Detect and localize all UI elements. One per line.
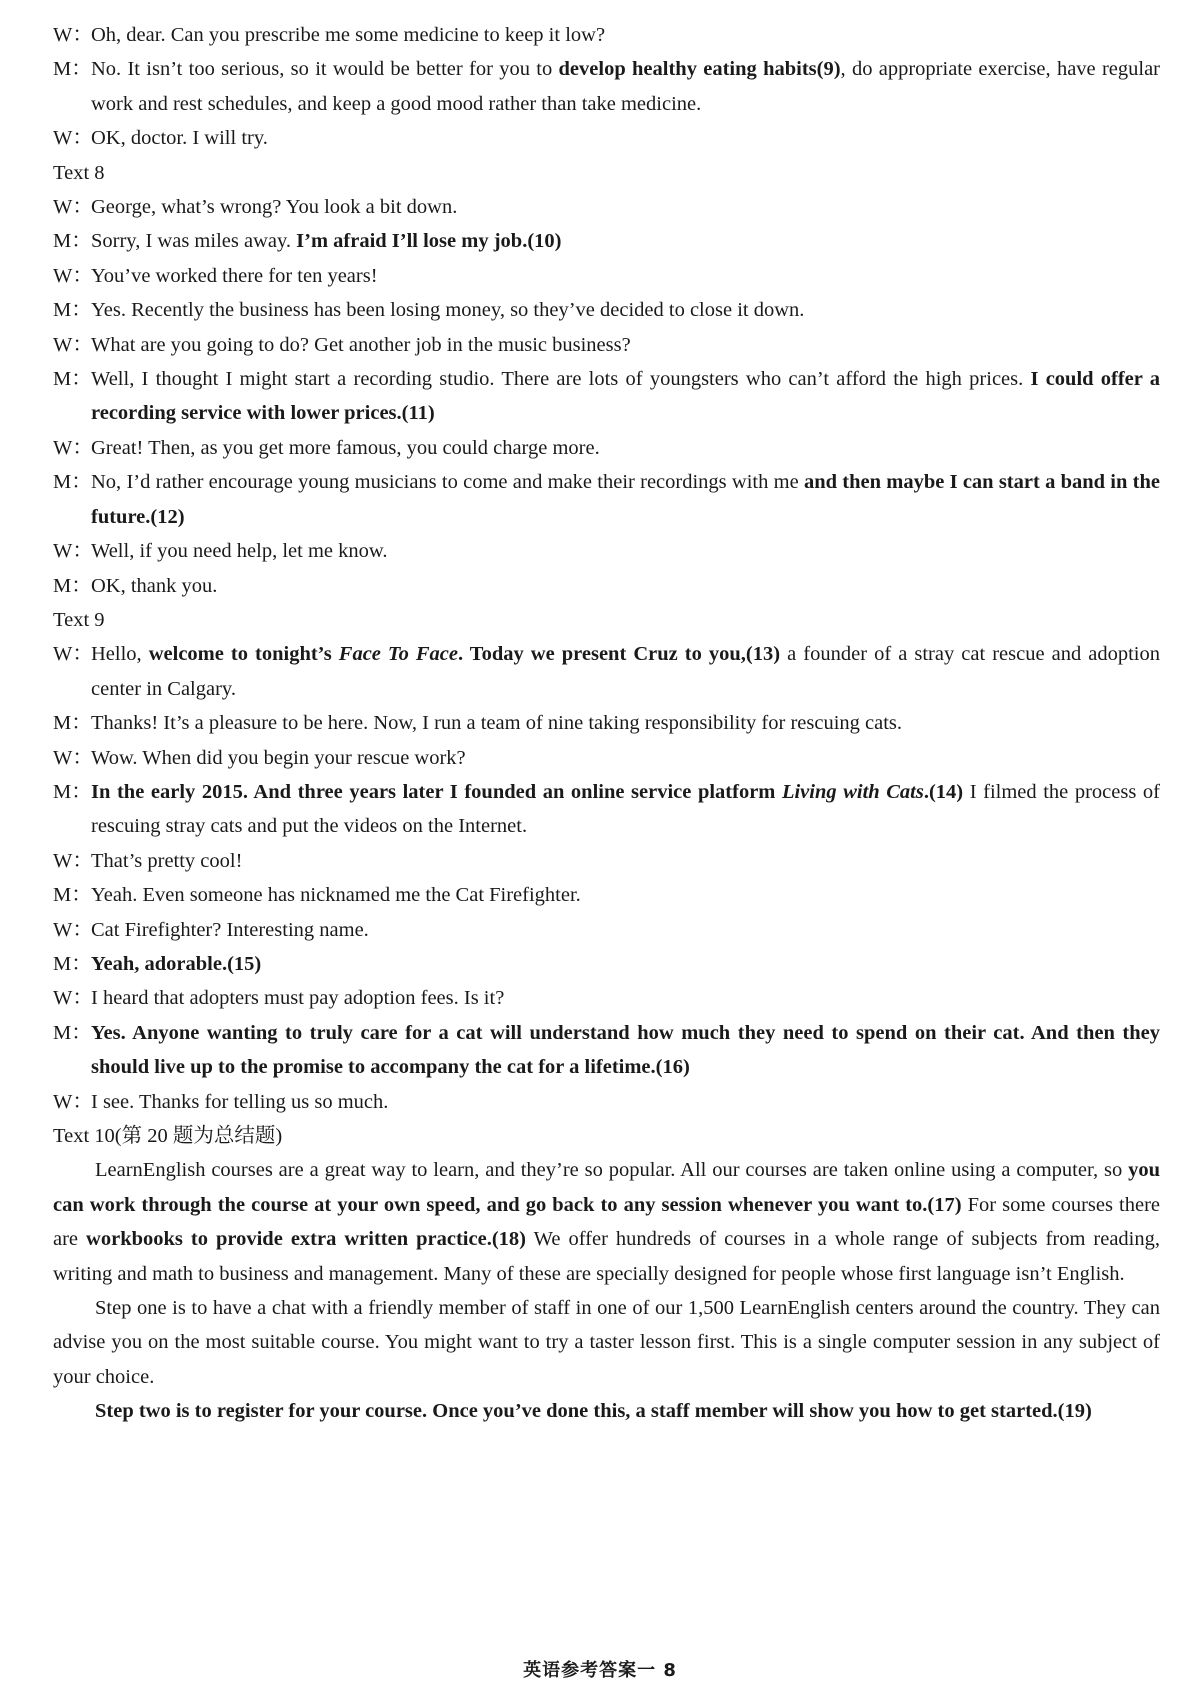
dialogue-line	[53, 121, 1160, 155]
speaker-label: W：	[53, 196, 93, 219]
dialogue-line	[53, 706, 1160, 740]
dialogue-line	[53, 224, 1160, 258]
dialogue-line	[53, 569, 1160, 603]
text-segment: Sorry, I was miles away.	[91, 230, 297, 253]
text-segment: Great! Then, as you get more famous, you could charge more.	[91, 436, 600, 459]
text-segment: You’ve worked there for ten years!	[91, 264, 378, 287]
dialogue-line	[53, 190, 1160, 224]
text-segment: Hello,	[91, 643, 149, 666]
paragraph	[53, 1291, 1160, 1394]
answer-text: Face To Face	[338, 643, 458, 666]
dialogue-line	[53, 431, 1160, 465]
speaker-label: M：	[53, 299, 92, 322]
answer-text: .(14)	[923, 780, 964, 803]
answer-text: you can work through the course at your own speed, and go back to any session whenever you want to.(17)	[53, 1159, 1160, 1216]
text-segment: We offer hundreds of courses in a whole range of subjects from reading, writing and math to business and management. Many of these are specially designed for people whose first language isn’t English.	[53, 1228, 1160, 1285]
speaker-label: W：	[53, 918, 93, 941]
answer-text: I’m afraid I’ll lose my job.(10)	[296, 230, 562, 253]
dialogue-line	[53, 775, 1160, 844]
dialogue-line	[53, 913, 1160, 947]
speaker-label: M：	[53, 58, 92, 81]
speaker-label: M：	[53, 780, 92, 803]
dialogue-line	[53, 878, 1160, 912]
text-segment: OK, thank you.	[91, 574, 218, 597]
paragraph	[53, 1153, 1160, 1291]
section-heading	[53, 156, 1160, 190]
text-segment: Text 9	[53, 608, 105, 631]
dialogue-line	[53, 844, 1160, 878]
answer-text: In the early 2015. And three years later I founded an online service platform	[91, 780, 782, 803]
speaker-label: M：	[53, 471, 92, 494]
dialogue-line	[53, 1016, 1160, 1085]
text-segment: Well, I thought I might start a recording studio. There are lots of youngsters who can’t afford the high prices.	[91, 368, 1031, 391]
text-segment: LearnEnglish courses are a great way to learn, and they’re so popular. All our courses are taken online using a computer, so	[95, 1159, 1129, 1182]
text-segment: Text 8	[53, 161, 105, 184]
text-segment: Yeah. Even someone has nicknamed me the Cat Firefighter.	[91, 884, 581, 907]
dialogue-line	[53, 362, 1160, 431]
answer-text: and then maybe I can start a band in the future.(12)	[91, 471, 1160, 528]
speaker-label: W：	[53, 333, 93, 356]
speaker-label: W：	[53, 643, 93, 666]
speaker-label: W：	[53, 24, 93, 46]
speaker-label: W：	[53, 436, 93, 459]
text-segment: Wow. When did you begin your rescue work?	[91, 746, 466, 769]
speaker-label: M：	[53, 1021, 92, 1044]
answer-key-document	[53, 18, 1160, 1429]
speaker-label: W：	[53, 264, 93, 287]
speaker-label: W：	[53, 540, 93, 563]
speaker-label: W：	[53, 849, 93, 872]
text-segment: Thanks! It’s a pleasure to be here. Now, I run a team of nine taking responsibility for rescuing cats.	[91, 712, 903, 735]
dialogue-line	[53, 741, 1160, 775]
speaker-label: W：	[53, 127, 93, 150]
text-segment: I heard that adopters must pay adoption fees. Is it?	[91, 987, 505, 1010]
speaker-label: W：	[53, 1090, 93, 1113]
speaker-label: M：	[53, 230, 92, 253]
text-segment: No. It isn’t too serious, so it would be better for you to	[91, 58, 559, 81]
speaker-label: W：	[53, 987, 93, 1010]
answer-text: develop healthy eating habits(9)	[558, 58, 841, 81]
dialogue-line	[53, 534, 1160, 568]
text-segment: Step one is to have a chat with a friendly member of staff in one of our 1,500 LearnEnglish centers around the country. They can advise you on the most suitable course. You might want to try a taster lesson first. This is a single computer session in any subject of your choice.	[53, 1297, 1160, 1388]
speaker-label: M：	[53, 952, 92, 975]
answer-text: welcome to tonight’s	[148, 643, 339, 666]
text-segment: George, what’s wrong? You look a bit down.	[91, 196, 458, 219]
answer-text: Step two is to register for your course. Once you’ve done this, a staff member will show you how to get started.(19)	[95, 1400, 1092, 1423]
speaker-label: M：	[53, 712, 92, 735]
text-segment: Yes. Recently the business has been losing money, so they’ve decided to close it down.	[91, 299, 805, 322]
paragraph	[53, 1394, 1160, 1428]
dialogue-line	[53, 293, 1160, 327]
text-segment: For some courses there are	[53, 1193, 1161, 1251]
dialogue-line	[53, 259, 1160, 293]
text-segment: I see. Thanks for telling us so much.	[91, 1090, 389, 1113]
text-segment: OK, doctor. I will try.	[91, 127, 268, 150]
dialogue-line	[53, 637, 1160, 706]
text-segment: Cat Firefighter? Interesting name.	[91, 918, 369, 941]
section-heading	[53, 1119, 1160, 1153]
answer-text: Yes. Anyone wanting to truly care for a cat will understand how much they need to spend on their cat. And then they should live up to the promise to accompany the cat for a lifetime.(16)	[91, 1021, 1160, 1079]
answer-text: I could offer a recording service with lower prices.(11)	[91, 368, 1160, 425]
text-segment: What are you going to do? Get another job in the music business?	[91, 333, 631, 356]
text-segment: Well, if you need help, let me know.	[91, 540, 388, 563]
text-segment: Text 10(第 20 题为总结题)	[53, 1125, 283, 1147]
text-segment: , do appropriate exercise, have regular work and rest schedules, and keep a good mood rather than take medicine.	[91, 58, 1161, 115]
section-heading	[53, 603, 1160, 637]
text-segment: That’s pretty cool!	[91, 849, 243, 872]
text-segment: Oh, dear. Can you prescribe me some medicine to keep it low?	[91, 24, 606, 46]
speaker-label: M：	[53, 884, 92, 907]
dialogue-line	[53, 52, 1160, 121]
answer-text: . Today we present Cruz to you,(13)	[458, 643, 781, 666]
answer-text: Living with Cats	[781, 780, 924, 803]
speaker-label: M：	[53, 574, 92, 597]
speaker-label: M：	[53, 368, 92, 391]
dialogue-line	[53, 18, 1160, 52]
text-segment: I filmed the process of rescuing stray cats and put the videos on the Internet.	[91, 780, 1160, 838]
text-segment: No, I’d rather encourage young musicians to come and make their recordings with me	[91, 471, 804, 494]
dialogue-line	[53, 981, 1160, 1015]
dialogue-line	[53, 1085, 1160, 1119]
dialogue-line	[53, 947, 1160, 981]
page-footer: 英语参考答案一 8	[523, 1660, 677, 1681]
text-segment: a founder of a stray cat rescue and adoption center in Calgary.	[91, 643, 1160, 700]
speaker-label: W：	[53, 746, 93, 769]
answer-text: workbooks to provide extra written practice.(18)	[86, 1228, 526, 1251]
dialogue-line	[53, 328, 1160, 362]
dialogue-line	[53, 465, 1160, 534]
answer-text: Yeah, adorable.(15)	[91, 952, 262, 975]
